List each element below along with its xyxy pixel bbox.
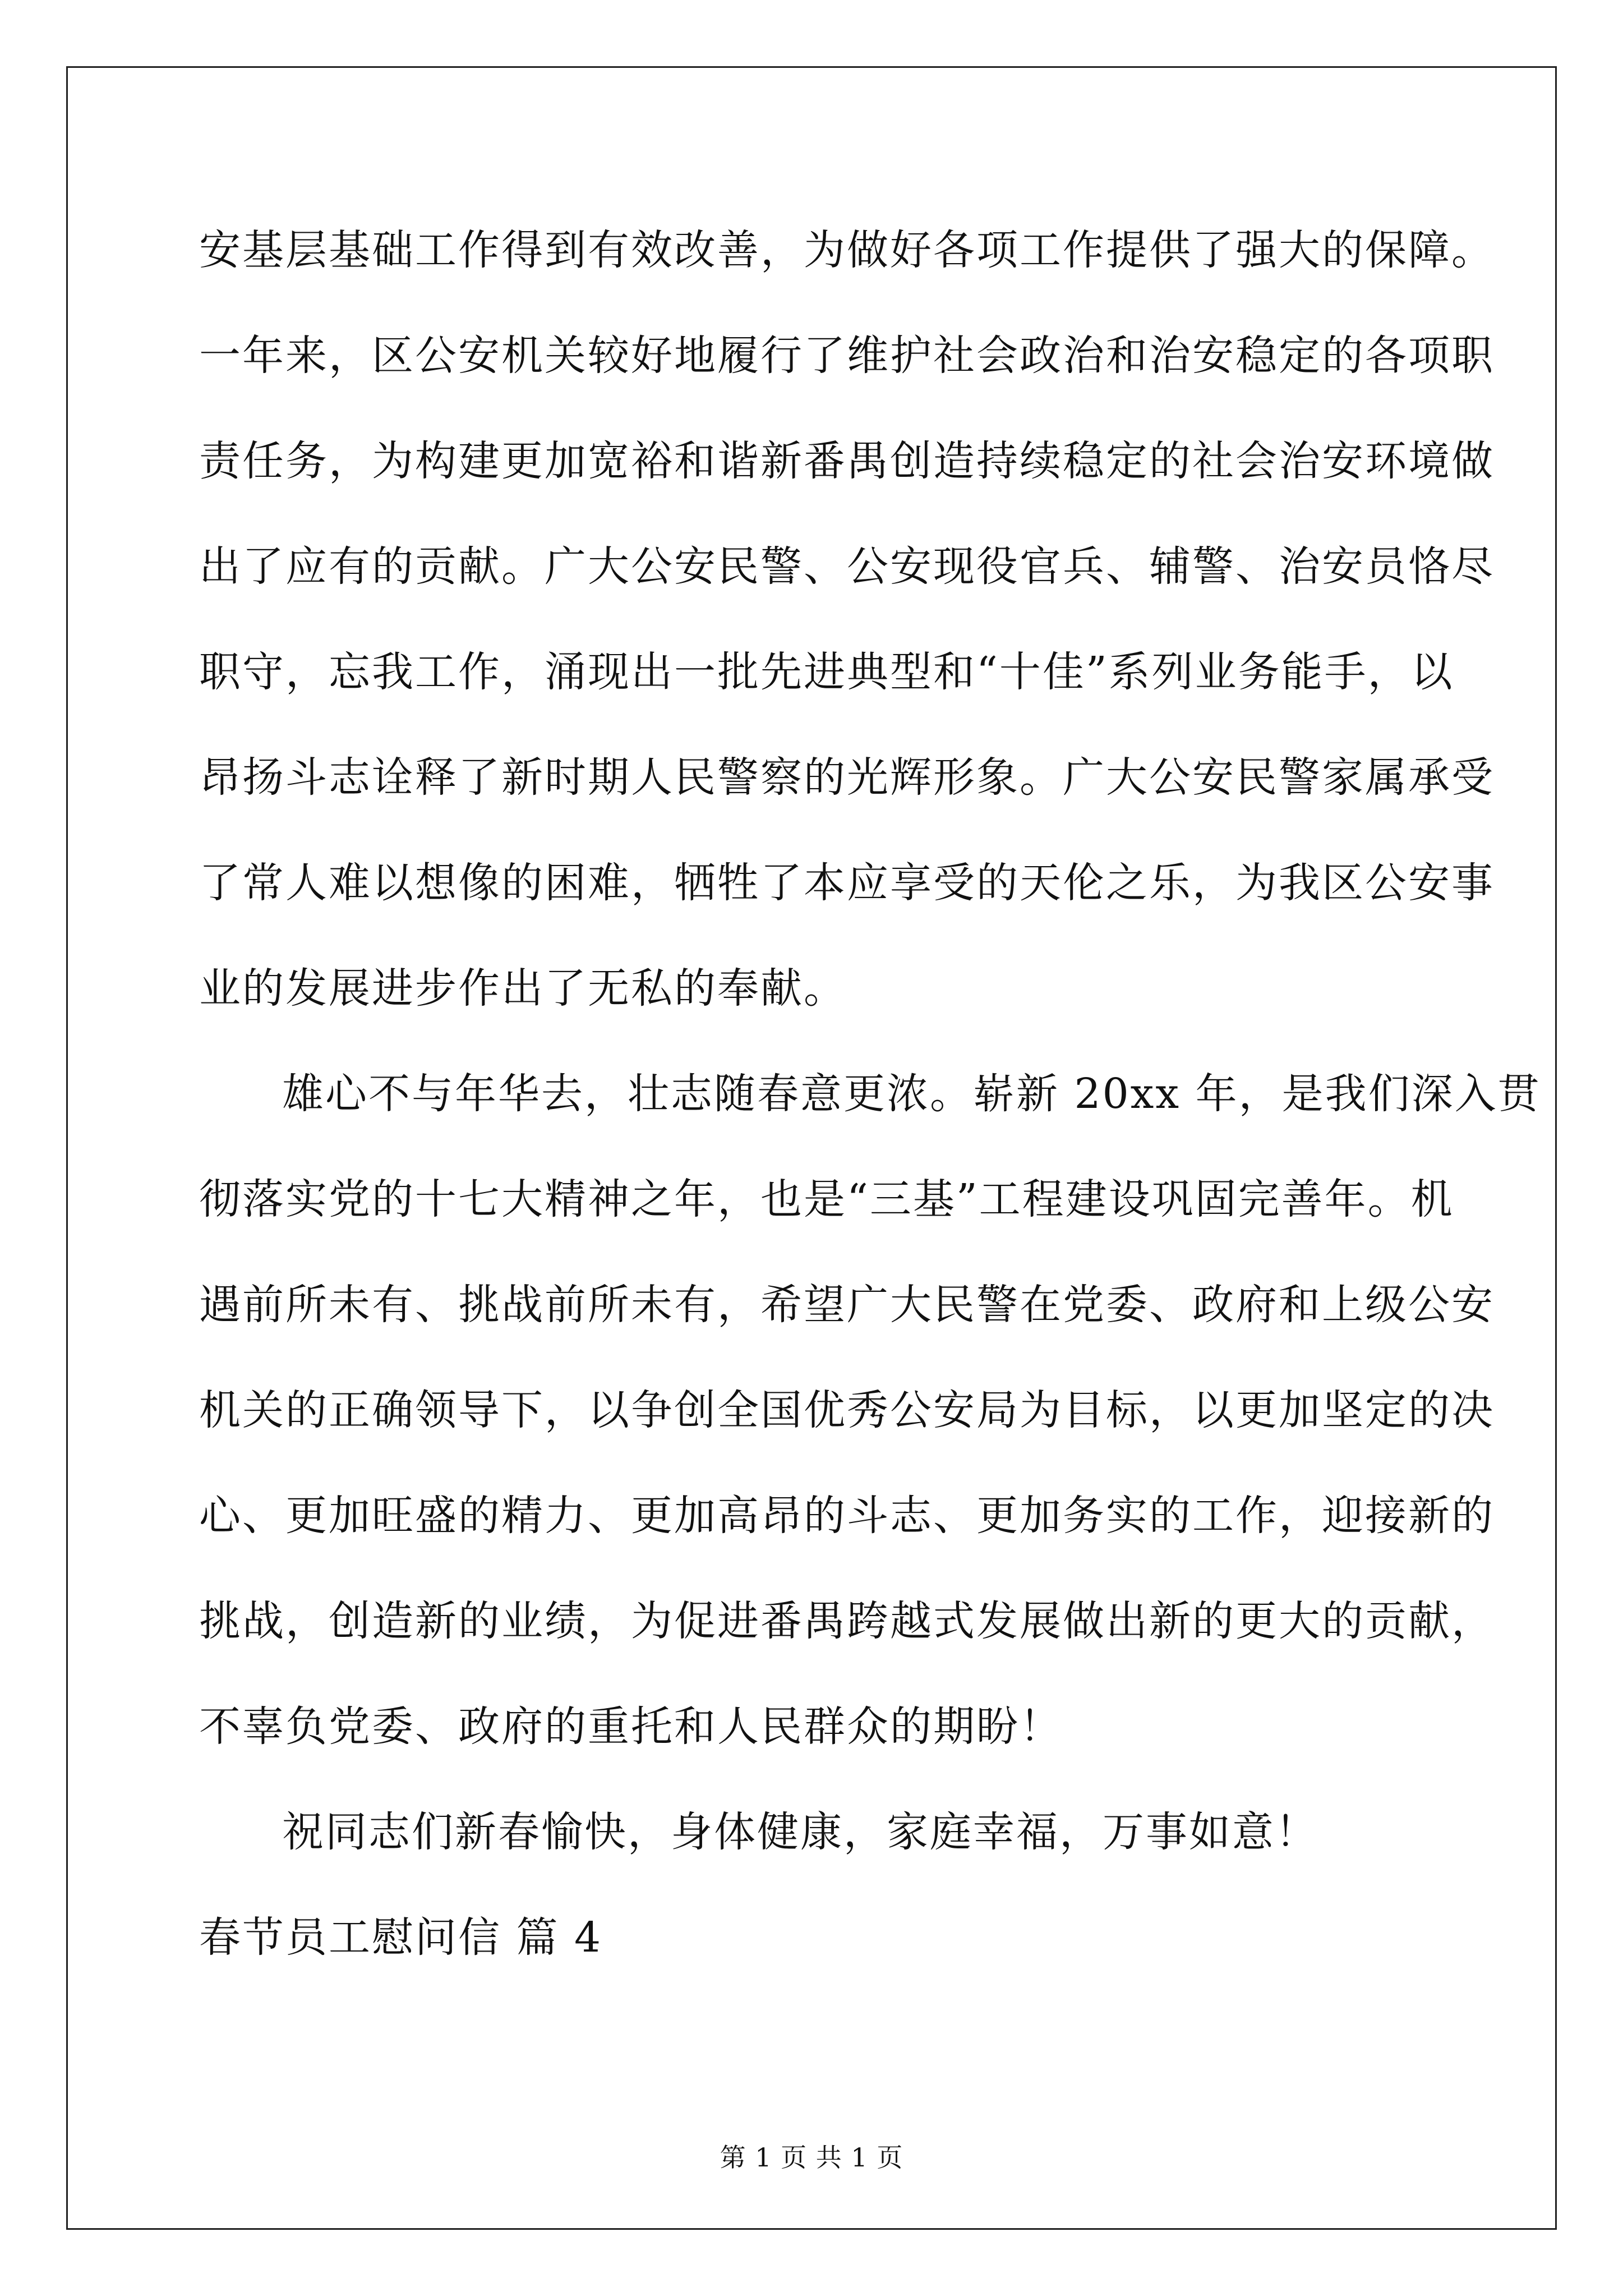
text-line: 昂扬斗志诠释了新时期人民警察的光辉形象。广大公安民警家属承受: [199, 753, 1495, 802]
text-line: 责任务，为构建更加宽裕和谐新番禺创造持续稳定的社会治安环境做: [199, 437, 1495, 485]
page-footer: 第 1 页 共 1 页: [720, 2142, 903, 2173]
text-line: 出了应有的贡献。广大公安民警、公安现役官兵、辅警、治安员恪尽: [199, 542, 1495, 591]
text-line: 业的发展进步作出了无私的奉献。: [199, 964, 847, 1013]
text-line: 遇前所未有、挑战前所未有，希望广大民警在党委、政府和上级公安: [199, 1281, 1495, 1329]
text-line: 彻落实党的十七大精神之年，也是“三基”工程建设巩固完善年。机: [199, 1175, 1454, 1223]
text-line: 机关的正确领导下，以争创全国优秀公安局为目标，以更加坚定的决: [199, 1386, 1495, 1434]
closing-wish-line: 祝同志们新春愉快，身体健康，家庭幸福，万事如意！: [282, 1808, 1318, 1856]
text-line: 了常人难以想像的困难，牺牲了本应享受的天伦之乐，为我区公安事: [199, 859, 1495, 907]
text-line: 职守，忘我工作，涌现出一批先进典型和“十佳”系列业务能手，以: [199, 648, 1454, 696]
text-line: 安基层基础工作得到有效改善，为做好各项工作提供了强大的保障。: [199, 226, 1495, 274]
text-line: 心、更加旺盛的精力、更加高昂的斗志、更加务实的工作，迎接新的: [199, 1492, 1495, 1540]
text-line: 挑战，创造新的业绩，为促进番禺跨越式发展做出新的更大的贡献，: [199, 1597, 1495, 1645]
text-line: 一年来，区公安机关较好地履行了维护社会政治和治安稳定的各项职: [199, 332, 1495, 380]
document-body: [199, 197, 1541, 1990]
section-heading: 春节员工慰问信 篇 4: [199, 1913, 603, 1962]
text-line: 不辜负党委、政府的重托和人民群众的期盼！: [199, 1703, 1063, 1751]
paragraph-start-line: 雄心不与年华去，壮志随春意更浓。崭新 20xx 年，是我们深入贯: [282, 1070, 1541, 1118]
